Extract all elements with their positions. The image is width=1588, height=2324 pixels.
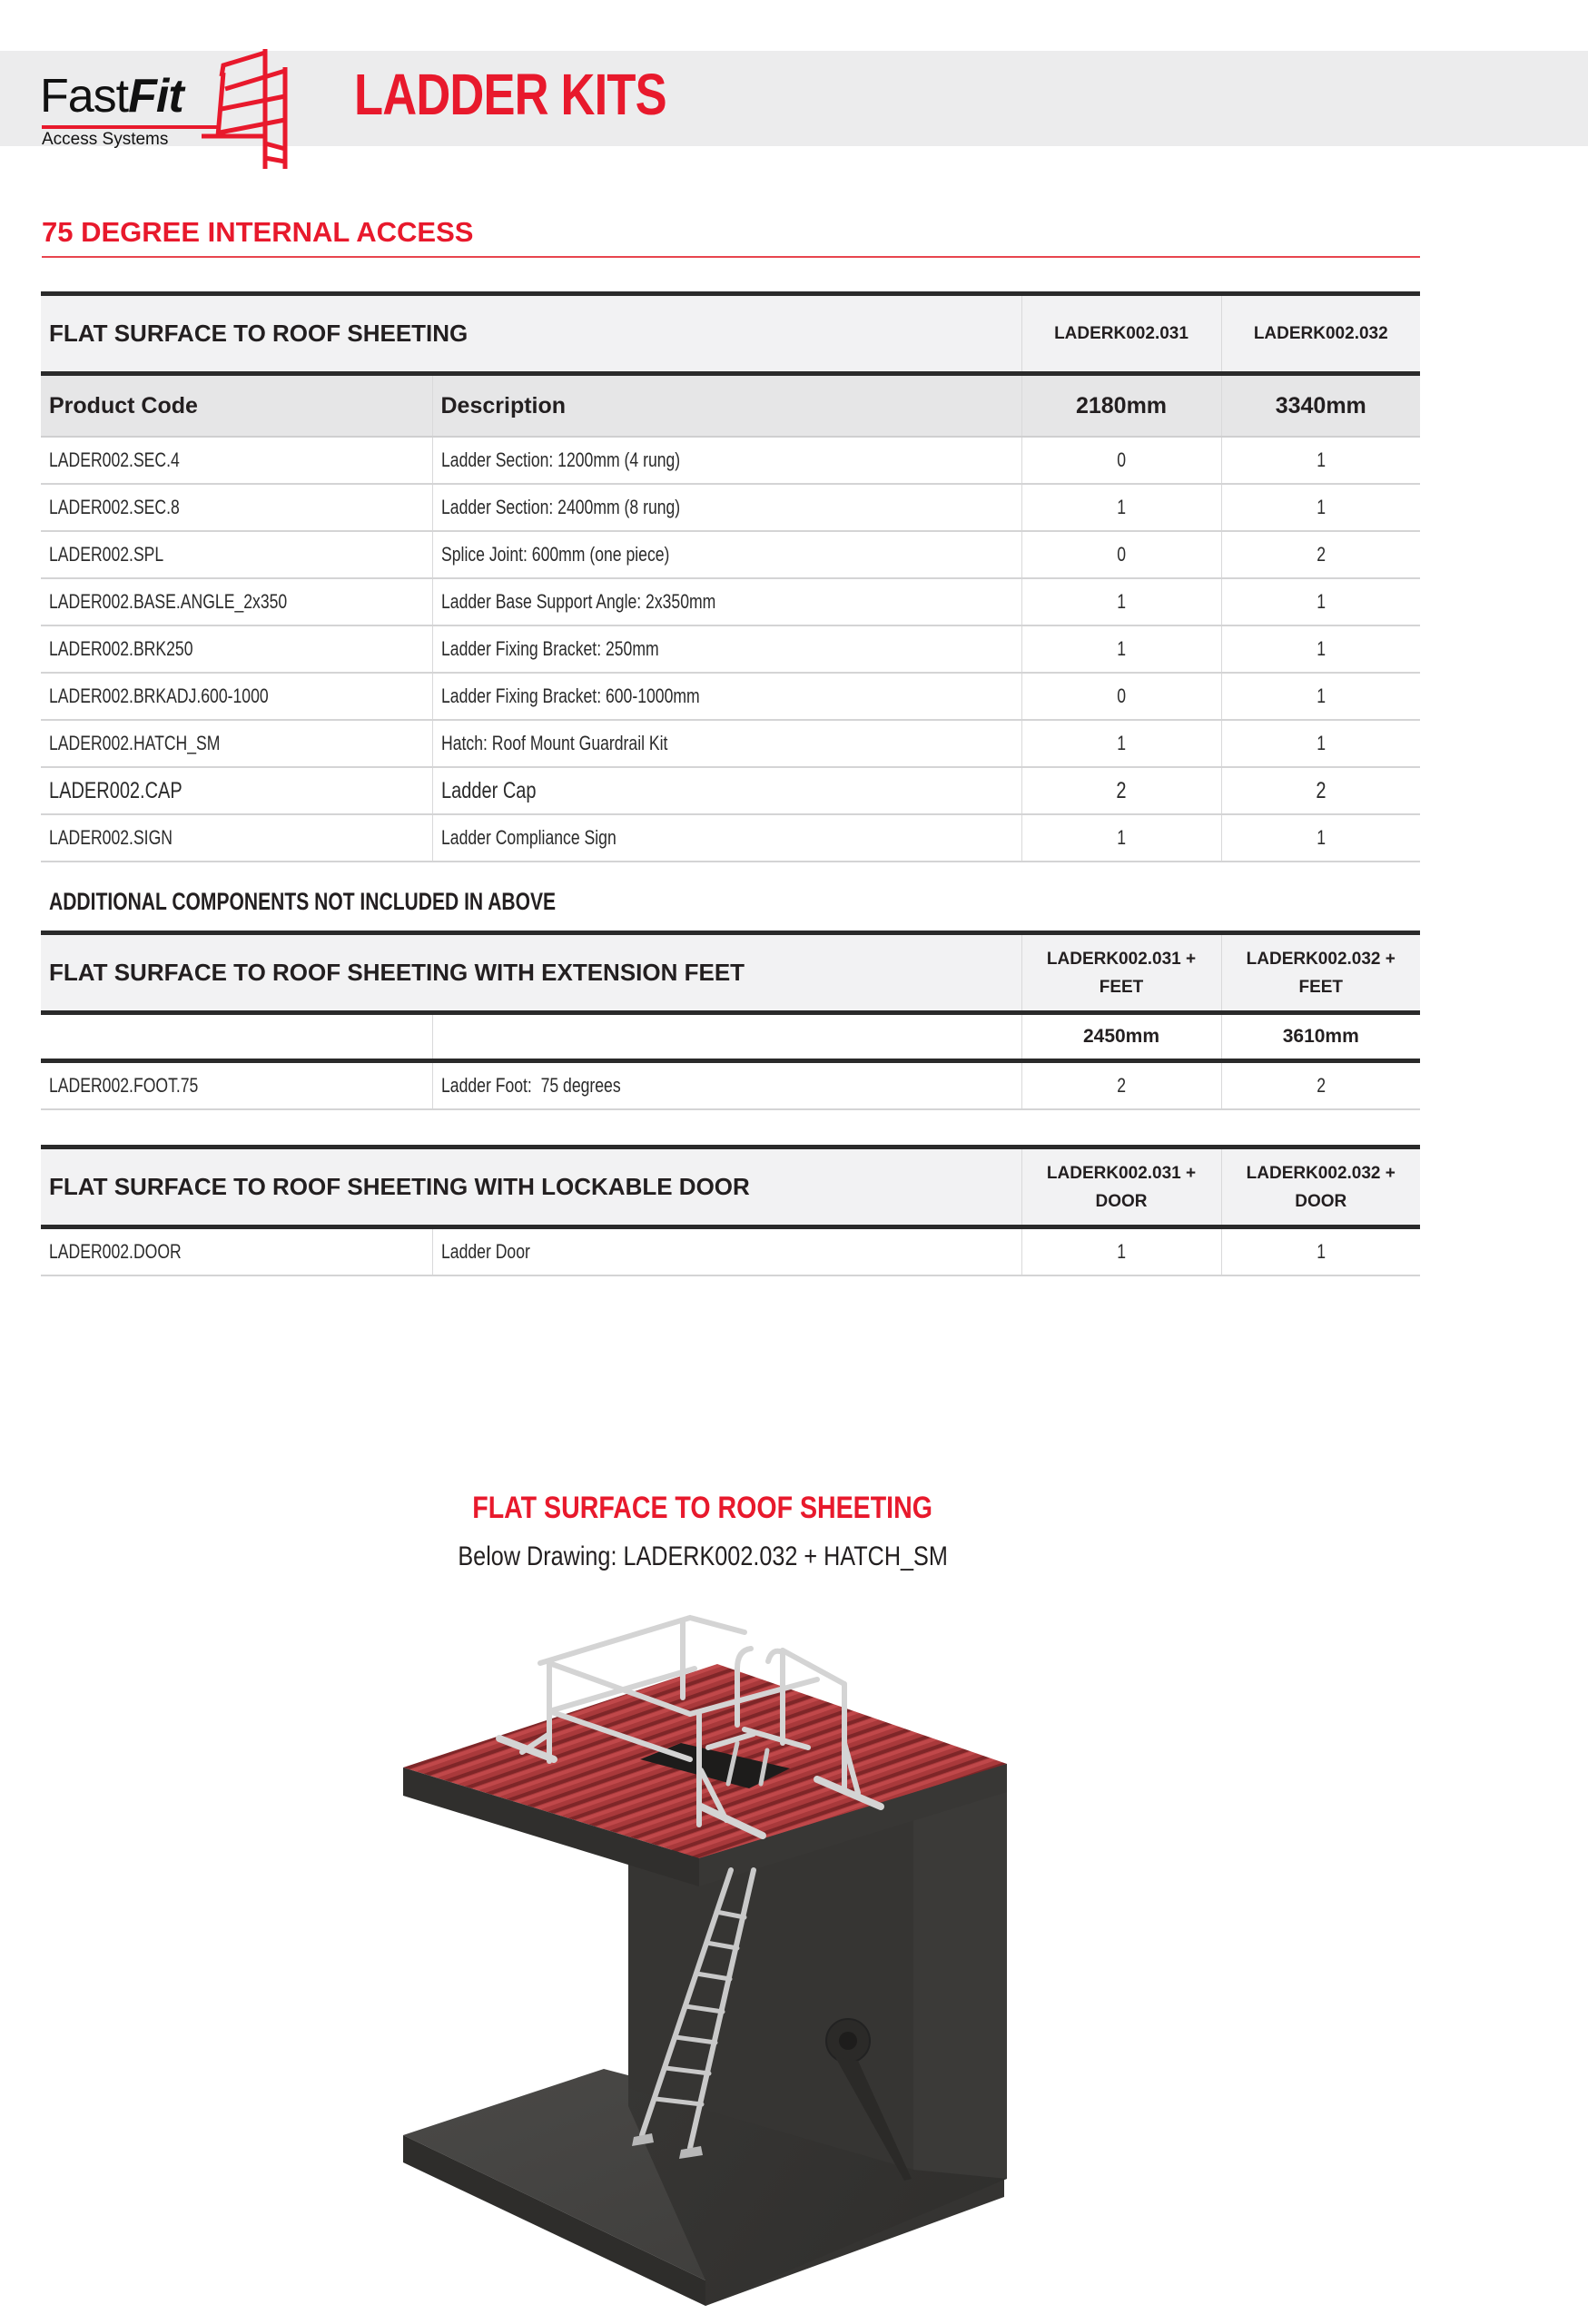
table-title-row <box>41 933 1420 1013</box>
drawing-title <box>0 1492 1406 1523</box>
product-code-text: LADER002.FOOT.75 <box>49 1074 199 1097</box>
product-code <box>41 720 432 767</box>
logo-tagline: Access Systems <box>42 130 169 149</box>
table-row <box>41 625 1420 673</box>
table-row <box>41 531 1420 578</box>
quantity <box>1221 437 1420 484</box>
column-header-description: Description <box>432 374 1021 438</box>
description-text: Hatch: Roof Mount Guardrail Kit <box>440 732 667 754</box>
product-code <box>41 1227 432 1276</box>
quantity <box>1221 484 1420 531</box>
quantity-value: 2 <box>1316 543 1326 566</box>
description-text: Ladder Fixing Bracket: 600-1000mm <box>440 684 700 707</box>
table-row <box>41 578 1420 625</box>
logo-underline <box>42 125 220 129</box>
product-code <box>41 625 432 673</box>
length-value: 3610mm <box>1221 1013 1420 1061</box>
product-code-text: LADER002.BRKADJ.600-1000 <box>49 684 269 707</box>
table-row <box>41 1227 1420 1276</box>
empty-cell <box>41 1013 432 1061</box>
product-code-text: LADER002.SPL <box>49 543 164 566</box>
description-text: Ladder Section: 1200mm (4 rung) <box>440 448 680 471</box>
quantity <box>1221 767 1420 814</box>
table-title: FLAT SURFACE TO ROOF SHEETING WITH EXTENSION FEET <box>41 933 1021 1013</box>
quantity <box>1021 814 1221 862</box>
quantity <box>1021 531 1221 578</box>
logo-wordmark <box>40 70 183 123</box>
product-code-text: LADER002.SEC.4 <box>49 448 180 471</box>
table-row <box>41 673 1420 720</box>
kit-code-header: LADERK002.031 + DOOR <box>1021 1147 1221 1227</box>
description <box>432 720 1021 767</box>
quantity <box>1021 767 1221 814</box>
description-text: Ladder Door <box>440 1240 530 1263</box>
quantity <box>1221 673 1420 720</box>
product-code <box>41 767 432 814</box>
quantity <box>1221 720 1420 767</box>
logo-brand-bold: Fit <box>128 70 183 123</box>
description-text: Ladder Foot: 75 degrees <box>440 1074 621 1097</box>
product-code-text: LADER002.CAP <box>49 777 182 803</box>
quantity-value: 1 <box>1316 684 1326 707</box>
description <box>432 767 1021 814</box>
section-divider <box>42 256 1420 258</box>
logo-brand-regular: Fast <box>40 70 129 123</box>
quantity-value: 1 <box>1316 496 1326 518</box>
quantity <box>1021 484 1221 531</box>
quantity <box>1021 1227 1221 1276</box>
quantity-value: 2 <box>1117 1074 1126 1097</box>
description <box>432 484 1021 531</box>
main-kit-table <box>41 291 1420 862</box>
lockable-door-table <box>41 1145 1420 1276</box>
quantity-value: 1 <box>1316 826 1326 849</box>
quantity-value: 1 <box>1117 826 1126 849</box>
kit-code-header: LADERK002.032 <box>1221 294 1420 374</box>
product-code-text: LADER002.SIGN <box>49 826 173 849</box>
quantity <box>1021 437 1221 484</box>
kit-code-header: LADERK002.031 <box>1021 294 1221 374</box>
column-header-row <box>41 374 1420 438</box>
quantity-value: 0 <box>1117 448 1126 471</box>
quantity <box>1221 1227 1420 1276</box>
column-header-length: 2180mm <box>1021 374 1221 438</box>
table-row <box>41 484 1420 531</box>
table-row <box>41 1061 1420 1110</box>
column-header-length: 3340mm <box>1221 374 1420 438</box>
product-code <box>41 437 432 484</box>
description <box>432 814 1021 862</box>
kit-code-header: LADERK002.032 + DOOR <box>1221 1147 1420 1227</box>
quantity <box>1021 625 1221 673</box>
quantity <box>1221 625 1420 673</box>
column-header-product-code: Product Code <box>41 374 432 438</box>
empty-cell <box>432 1013 1021 1061</box>
description <box>432 673 1021 720</box>
description-text: Ladder Cap <box>440 777 537 803</box>
table-row <box>41 437 1420 484</box>
drawing-subtitle <box>0 1543 1406 1571</box>
quantity <box>1221 578 1420 625</box>
table-row <box>41 767 1420 814</box>
quantity-value: 1 <box>1117 496 1126 518</box>
quantity-value: 1 <box>1117 732 1126 754</box>
product-code <box>41 531 432 578</box>
description-text: Ladder Compliance Sign <box>440 826 616 849</box>
quantity <box>1221 1061 1420 1110</box>
quantity-value: 2 <box>1316 1074 1326 1097</box>
description <box>432 625 1021 673</box>
product-code-text: LADER002.BASE.ANGLE_2x350 <box>49 590 288 613</box>
table-title: FLAT SURFACE TO ROOF SHEETING WITH LOCKABLE DOOR <box>41 1147 1021 1227</box>
roof-hatch-ladder-illustration <box>363 1598 1053 2324</box>
table-title-row <box>41 1147 1420 1227</box>
fastfit-logo <box>40 45 291 172</box>
extension-feet-table <box>41 931 1420 1110</box>
drawing-title-text: FLAT SURFACE TO ROOF SHEETING <box>472 1491 933 1525</box>
product-code-text: LADER002.BRK250 <box>49 637 193 660</box>
product-code <box>41 1061 432 1110</box>
quantity <box>1021 720 1221 767</box>
length-row <box>41 1013 1420 1061</box>
length-value: 2450mm <box>1021 1013 1221 1061</box>
quantity-value: 1 <box>1117 590 1126 613</box>
product-code <box>41 814 432 862</box>
quantity-value: 1 <box>1117 637 1126 660</box>
description <box>432 1061 1021 1110</box>
description-text: Ladder Base Support Angle: 2x350mm <box>440 590 715 613</box>
table-title-row <box>41 294 1420 374</box>
quantity-value: 2 <box>1116 777 1127 803</box>
kit-code-header: LADERK002.032 + FEET <box>1221 933 1420 1013</box>
quantity-value: 1 <box>1117 1240 1126 1263</box>
quantity <box>1021 578 1221 625</box>
ladder-logo-icon <box>200 45 291 172</box>
quantity <box>1221 814 1420 862</box>
quantity <box>1221 531 1420 578</box>
product-code <box>41 484 432 531</box>
drawing-subtitle-text: Below Drawing: LADERK002.032 + HATCH_SM <box>458 1541 948 1571</box>
quantity-value: 0 <box>1117 684 1126 707</box>
page-title: LADDER KITS <box>354 62 666 127</box>
section-title: 75 DEGREE INTERNAL ACCESS <box>42 216 474 248</box>
table-row <box>41 814 1420 862</box>
quantity-value: 1 <box>1316 1240 1326 1263</box>
description <box>432 578 1021 625</box>
description-text: Ladder Section: 2400mm (8 rung) <box>440 496 680 518</box>
description <box>432 1227 1021 1276</box>
description-text: Splice Joint: 600mm (one piece) <box>440 543 669 566</box>
description <box>432 437 1021 484</box>
table-row <box>41 720 1420 767</box>
quantity-value: 1 <box>1316 637 1326 660</box>
quantity <box>1021 673 1221 720</box>
quantity <box>1021 1061 1221 1110</box>
table-title: FLAT SURFACE TO ROOF SHEETING <box>41 294 1021 374</box>
additional-components-heading: ADDITIONAL COMPONENTS NOT INCLUDED IN ABOVE <box>49 888 557 915</box>
quantity-value: 1 <box>1316 448 1326 471</box>
product-code <box>41 578 432 625</box>
product-code-text: LADER002.DOOR <box>49 1240 182 1263</box>
quantity-value: 1 <box>1316 732 1326 754</box>
product-code-text: LADER002.SEC.8 <box>49 496 180 518</box>
kit-code-header: LADERK002.031 + FEET <box>1021 933 1221 1013</box>
product-code-text: LADER002.HATCH_SM <box>49 732 221 754</box>
description-text: Ladder Fixing Bracket: 250mm <box>440 637 659 660</box>
quantity-value: 1 <box>1316 590 1326 613</box>
quantity-value: 2 <box>1316 777 1327 803</box>
quantity-value: 0 <box>1117 543 1126 566</box>
description <box>432 531 1021 578</box>
product-code <box>41 673 432 720</box>
